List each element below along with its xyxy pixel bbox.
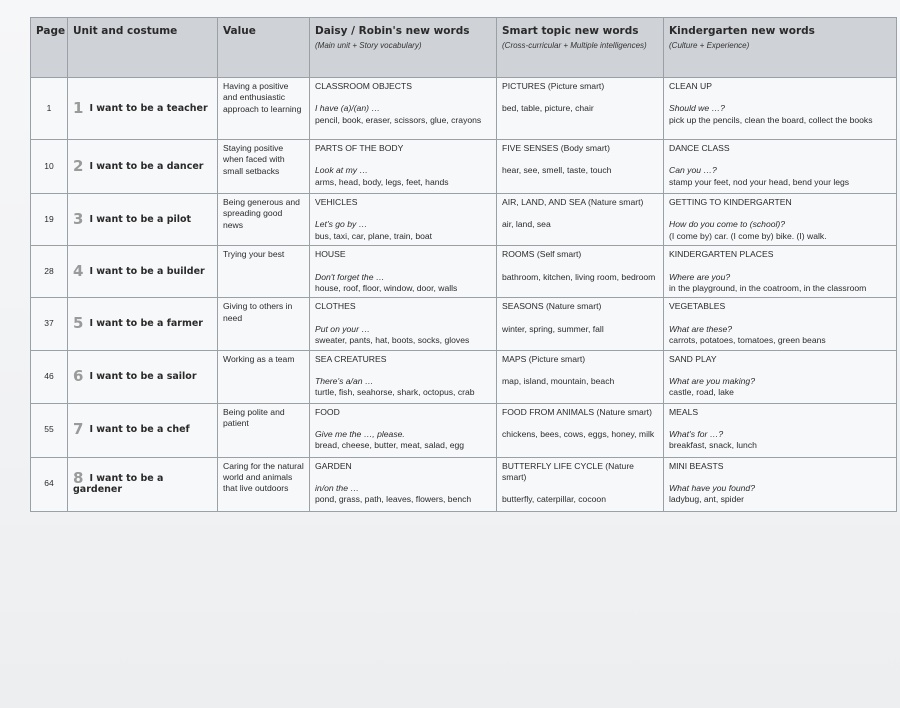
header-smart: Smart topic new words (Cross-curricular + Multiple intelligences) [497, 18, 664, 78]
kinder-topic: SAND PLAY [669, 353, 717, 364]
daisy-phrase: Put on your … [315, 323, 370, 334]
daisy-topic: CLOTHES [315, 301, 356, 312]
daisy-words: arms, head, body, legs, feet, hands [315, 176, 449, 187]
smart-topic: FOOD FROM ANIMALS (Nature smart) [502, 406, 652, 417]
daisy-words: bread, cheese, butter, meat, salad, egg [315, 440, 465, 451]
unit-title: I want to be a sailor [89, 370, 197, 382]
page-number: 37 [31, 298, 68, 350]
daisy-words: sweater, pants, hat, boots, socks, gloves [315, 335, 470, 346]
unit-cell [68, 194, 218, 246]
smart-topic: PICTURES (Picture smart) [502, 81, 605, 91]
unit-title: I want to be a chef [89, 424, 190, 436]
daisy-topic: HOUSE [315, 249, 346, 260]
table-row [31, 403, 897, 457]
smart-cell [497, 403, 664, 457]
smart-words: hear, see, smell, taste, touch [502, 165, 612, 176]
kinder-phrase: What are you making? [669, 376, 755, 387]
daisy-cell [310, 457, 497, 511]
value-cell: Being polite and patient [218, 403, 310, 457]
unit-cell [68, 78, 218, 140]
smart-cell [497, 457, 664, 511]
daisy-cell [310, 403, 497, 457]
kinder-cell [664, 78, 897, 140]
header-daisy: Daisy / Robin's new words (Main unit + Story vocabulary) [310, 18, 497, 78]
daisy-words: pond, grass, path, leaves, flowers, bench [315, 494, 472, 505]
kinder-topic: CLEAN UP [669, 81, 712, 91]
daisy-cell [310, 78, 497, 140]
page-number: 10 [31, 140, 68, 194]
kinder-words: in the playground, in the coatroom, in the classroom [669, 283, 867, 294]
smart-words: butterfly, caterpillar, cocoon [502, 494, 606, 505]
page-number: 19 [31, 194, 68, 246]
header-page: Page [31, 18, 68, 78]
header-kinder-sub: (Culture + Experience) [669, 41, 750, 51]
kinder-words: castle, road, lake [669, 387, 734, 398]
daisy-phrase: Give me the …, please. [315, 429, 405, 440]
kinder-phrase: What are these? [669, 323, 733, 334]
value-cell: Working as a team [218, 350, 310, 403]
header-kinder: Kindergarten new words (Culture + Experience) [664, 18, 897, 78]
kinder-cell [664, 298, 897, 350]
daisy-topic: GARDEN [315, 460, 352, 471]
smart-words: air, land, sea [502, 219, 551, 230]
kinder-cell [664, 140, 897, 194]
daisy-phrase: Let's go by … [315, 219, 368, 230]
unit-cell [68, 350, 218, 403]
daisy-cell [310, 298, 497, 350]
header-smart-sub: (Cross-curricular + Multiple intelligences) [502, 41, 647, 51]
unit-number: 8 [73, 468, 84, 487]
smart-words: bathroom, kitchen, living room, bedroom [502, 271, 656, 282]
daisy-topic: SEA CREATURES [315, 353, 387, 364]
page-number: 64 [31, 457, 68, 511]
kinder-topic: DANCE CLASS [669, 143, 730, 153]
page-number: 55 [31, 403, 68, 457]
table-row [31, 246, 897, 298]
smart-topic: MAPS (Picture smart) [502, 353, 586, 364]
table-row [31, 350, 897, 403]
unit-number: 5 [73, 314, 84, 333]
kinder-topic: GETTING TO KINDERGARTEN [669, 197, 792, 207]
smart-cell [497, 246, 664, 298]
table-row [31, 457, 897, 511]
kinder-cell [664, 246, 897, 298]
kinder-cell [664, 350, 897, 403]
unit-cell [68, 403, 218, 457]
smart-topic: ROOMS (Self smart) [502, 249, 582, 260]
kinder-topic: VEGETABLES [669, 301, 726, 312]
kinder-words: ladybug, ant, spider [669, 494, 745, 505]
daisy-topic: FOOD [315, 406, 340, 417]
smart-words: winter, spring, summer, fall [502, 323, 604, 334]
daisy-phrase: in/on the … [315, 483, 359, 494]
smart-words: bed, table, picture, chair [502, 103, 594, 114]
daisy-topic: PARTS OF THE BODY [315, 143, 404, 153]
kinder-topic: MINI BEASTS [669, 460, 724, 471]
kinder-words: pick up the pencils, clean the board, collect the books [669, 114, 873, 125]
daisy-words: turtle, fish, seahorse, shark, octopus, crab [315, 387, 475, 398]
unit-cell [68, 246, 218, 298]
value-cell: Being generous and spreading good news [218, 194, 310, 246]
table-row [31, 78, 897, 140]
daisy-cell [310, 350, 497, 403]
smart-words: chickens, bees, cows, eggs, honey, milk [502, 429, 655, 440]
unit-number: 1 [73, 98, 84, 117]
smart-cell [497, 350, 664, 403]
unit-title: I want to be a teacher [89, 102, 208, 114]
kinder-words: breakfast, snack, lunch [669, 440, 757, 451]
kinder-words: stamp your feet, nod your head, bend your legs [669, 176, 850, 187]
daisy-cell [310, 246, 497, 298]
smart-cell [497, 298, 664, 350]
kinder-topic: KINDERGARTEN PLACES [669, 249, 774, 260]
table-row [31, 194, 897, 246]
daisy-phrase: There's a/an … [315, 376, 374, 387]
unit-number: 4 [73, 262, 84, 281]
page-number: 46 [31, 350, 68, 403]
unit-number: 2 [73, 156, 84, 175]
daisy-words: pencil, book, eraser, scissors, glue, crayons [315, 114, 482, 125]
daisy-phrase: Don't forget the … [315, 271, 385, 282]
kinder-phrase: How do you come to (school)? [669, 219, 786, 230]
kinder-phrase: What's for …? [669, 429, 724, 440]
unit-cell [68, 298, 218, 350]
value-cell: Giving to others in need [218, 298, 310, 350]
value-cell: Having a positive and enthusiastic approach to learning [218, 78, 310, 140]
kinder-words: (I come by) car. (I come by) bike. (I) walk. [669, 230, 827, 241]
daisy-topic: CLASSROOM OBJECTS [315, 81, 412, 91]
smart-topic: AIR, LAND, AND SEA (Nature smart) [502, 197, 644, 207]
smart-topic: SEASONS (Nature smart) [502, 301, 602, 312]
unit-title: I want to be a builder [89, 266, 205, 278]
kinder-phrase: Should we …? [669, 103, 725, 114]
scope-and-sequence-sheet [30, 17, 896, 512]
unit-cell [68, 457, 218, 511]
kinder-cell [664, 457, 897, 511]
header-row [31, 18, 897, 78]
unit-number: 7 [73, 420, 84, 439]
value-cell: Staying positive when faced with small setbacks [218, 140, 310, 194]
daisy-words: bus, taxi, car, plane, train, boat [315, 230, 433, 241]
kinder-cell [664, 194, 897, 246]
header-value: Value [218, 18, 310, 78]
unit-number: 3 [73, 209, 84, 228]
kinder-topic: MEALS [669, 406, 699, 417]
unit-title: I want to be a dancer [89, 160, 204, 172]
unit-title: I want to be a pilot [89, 213, 192, 225]
daisy-cell [310, 140, 497, 194]
daisy-cell [310, 194, 497, 246]
smart-cell [497, 194, 664, 246]
page-number: 1 [31, 78, 68, 140]
unit-title: I want to be a gardener [73, 472, 164, 496]
scope-table [30, 17, 897, 512]
smart-topic: FIVE SENSES (Body smart) [502, 143, 610, 153]
table-row [31, 140, 897, 194]
value-cell: Trying your best [218, 246, 310, 298]
unit-title: I want to be a farmer [89, 318, 203, 330]
value-cell: Caring for the natural world and animals that live outdoors [218, 457, 310, 511]
daisy-words: house, roof, floor, window, door, walls [315, 283, 458, 294]
smart-topic: BUTTERFLY LIFE CYCLE (Nature smart) [502, 460, 634, 483]
smart-words: map, island, mountain, beach [502, 376, 615, 387]
header-unit: Unit and costume [68, 18, 218, 78]
header-daisy-sub: (Main unit + Story vocabulary) [315, 41, 422, 51]
table-row [31, 298, 897, 350]
daisy-topic: VEHICLES [315, 197, 358, 207]
kinder-phrase: Can you …? [669, 165, 717, 176]
unit-number: 6 [73, 366, 84, 385]
kinder-phrase: What have you found? [669, 483, 755, 494]
kinder-phrase: Where are you? [669, 271, 731, 282]
smart-cell [497, 140, 664, 194]
kinder-words: carrots, potatoes, tomatoes, green beans [669, 335, 826, 346]
daisy-phrase: Look at my … [315, 165, 369, 176]
kinder-cell [664, 403, 897, 457]
page-number: 28 [31, 246, 68, 298]
unit-cell [68, 140, 218, 194]
smart-cell [497, 78, 664, 140]
daisy-phrase: I have (a)/(an) … [315, 103, 380, 114]
